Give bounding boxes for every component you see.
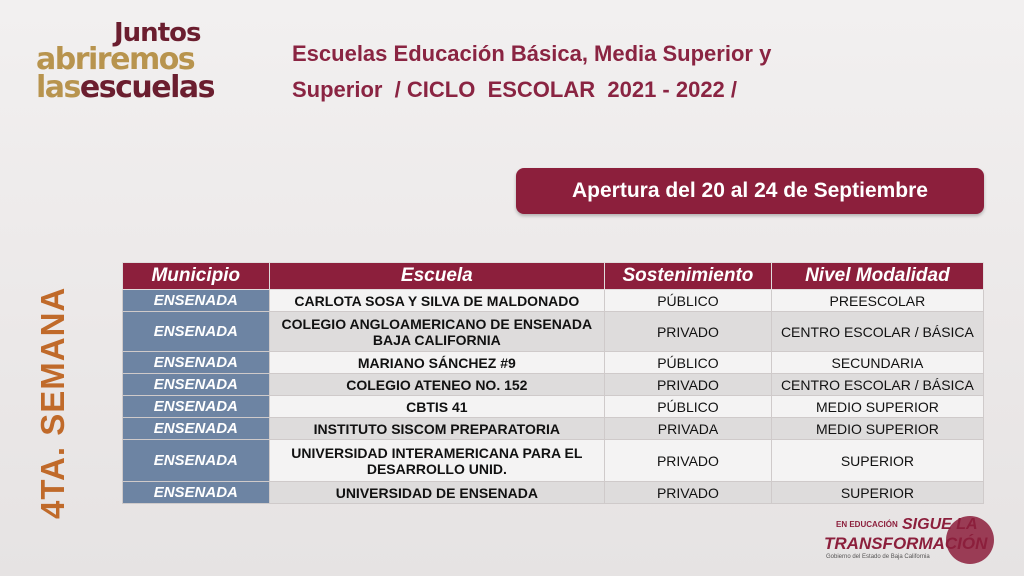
cell-escuela: INSTITUTO SISCOM PREPARATORIA: [269, 418, 605, 440]
header-escuela: Escuela: [269, 263, 605, 290]
cell-municipio: ENSENADA: [123, 482, 270, 504]
cell-escuela: COLEGIO ATENEO NO. 152: [269, 374, 605, 396]
footer-sigue-text: SIGUE LA: [902, 516, 978, 533]
table-row: [123, 482, 984, 504]
cell-municipio: ENSENADA: [123, 312, 270, 352]
cell-sostenimiento: PÚBLICO: [605, 352, 772, 374]
table-row: [123, 440, 984, 482]
cell-nivel: SUPERIOR: [771, 482, 983, 504]
table-row: [123, 374, 984, 396]
header-municipio: Municipio: [123, 263, 270, 290]
cell-municipio: ENSENADA: [123, 418, 270, 440]
cell-sostenimiento: PÚBLICO: [605, 396, 772, 418]
table-row: [123, 312, 984, 352]
cell-nivel: SUPERIOR: [771, 440, 983, 482]
footer-transformacion-text: TRANSFORMACIÓN: [824, 534, 988, 553]
cell-sostenimiento: PRIVADO: [605, 374, 772, 396]
footer-gov-text: Gobierno del Estado de Baja California: [826, 554, 930, 560]
footer-small-text: EN EDUCACIÓN: [836, 520, 898, 529]
cell-escuela: UNIVERSIDAD INTERAMERICANA PARA EL DESARROLLO UNID.: [269, 440, 605, 482]
cell-escuela: CARLOTA SOSA Y SILVA DE MALDONADO: [269, 290, 605, 312]
page-title: [292, 36, 992, 108]
cell-escuela: COLEGIO ANGLOAMERICANO DE ENSENADA BAJA CALIFORNIA: [269, 312, 605, 352]
header-sostenimiento: Sostenimiento: [605, 263, 772, 290]
cell-escuela: CBTIS 41: [269, 396, 605, 418]
table-row: [123, 290, 984, 312]
title-line-2: Superior / CICLO ESCOLAR 2021 - 2022 /: [292, 77, 738, 102]
table-row: [123, 418, 984, 440]
cell-nivel: CENTRO ESCOLAR / BÁSICA: [771, 374, 983, 396]
cell-sostenimiento: PRIVADO: [605, 440, 772, 482]
cell-sostenimiento: PRIVADA: [605, 418, 772, 440]
sigue-la-transformacion-logo: [822, 514, 1000, 568]
schools-table: [122, 262, 984, 504]
opening-dates-banner: Apertura del 20 al 24 de Septiembre: [516, 168, 984, 214]
cell-municipio: ENSENADA: [123, 290, 270, 312]
cell-nivel: PREESCOLAR: [771, 290, 983, 312]
table-row: [123, 396, 984, 418]
cell-nivel: SECUNDARIA: [771, 352, 983, 374]
header-nivel-modalidad: Nivel Modalidad: [771, 263, 983, 290]
logo-word-las: las: [36, 69, 80, 105]
logo-word-escuelas: escuelas: [79, 69, 214, 105]
cell-sostenimiento: PRIVADO: [605, 482, 772, 504]
table-row: [123, 352, 984, 374]
juntos-abriremos-logo: [36, 18, 236, 105]
title-line-1: Escuelas Educación Básica, Media Superior y: [292, 41, 772, 66]
week-label: 4TA. SEMANA: [34, 286, 71, 520]
cell-sostenimiento: PRIVADO: [605, 312, 772, 352]
cell-escuela: MARIANO SÁNCHEZ #9: [269, 352, 605, 374]
cell-municipio: ENSENADA: [123, 396, 270, 418]
cell-nivel: MEDIO SUPERIOR: [771, 396, 983, 418]
cell-municipio: ENSENADA: [123, 374, 270, 396]
cell-sostenimiento: PÚBLICO: [605, 290, 772, 312]
cell-escuela: UNIVERSIDAD DE ENSENADA: [269, 482, 605, 504]
logo-line-1: Juntos: [114, 18, 201, 48]
cell-nivel: CENTRO ESCOLAR / BÁSICA: [771, 312, 983, 352]
cell-municipio: ENSENADA: [123, 352, 270, 374]
table-header-row: [123, 263, 984, 290]
logo-line-2: abriremos: [36, 41, 195, 77]
cell-nivel: MEDIO SUPERIOR: [771, 418, 983, 440]
logo-line-3: [36, 69, 236, 105]
cell-municipio: ENSENADA: [123, 440, 270, 482]
